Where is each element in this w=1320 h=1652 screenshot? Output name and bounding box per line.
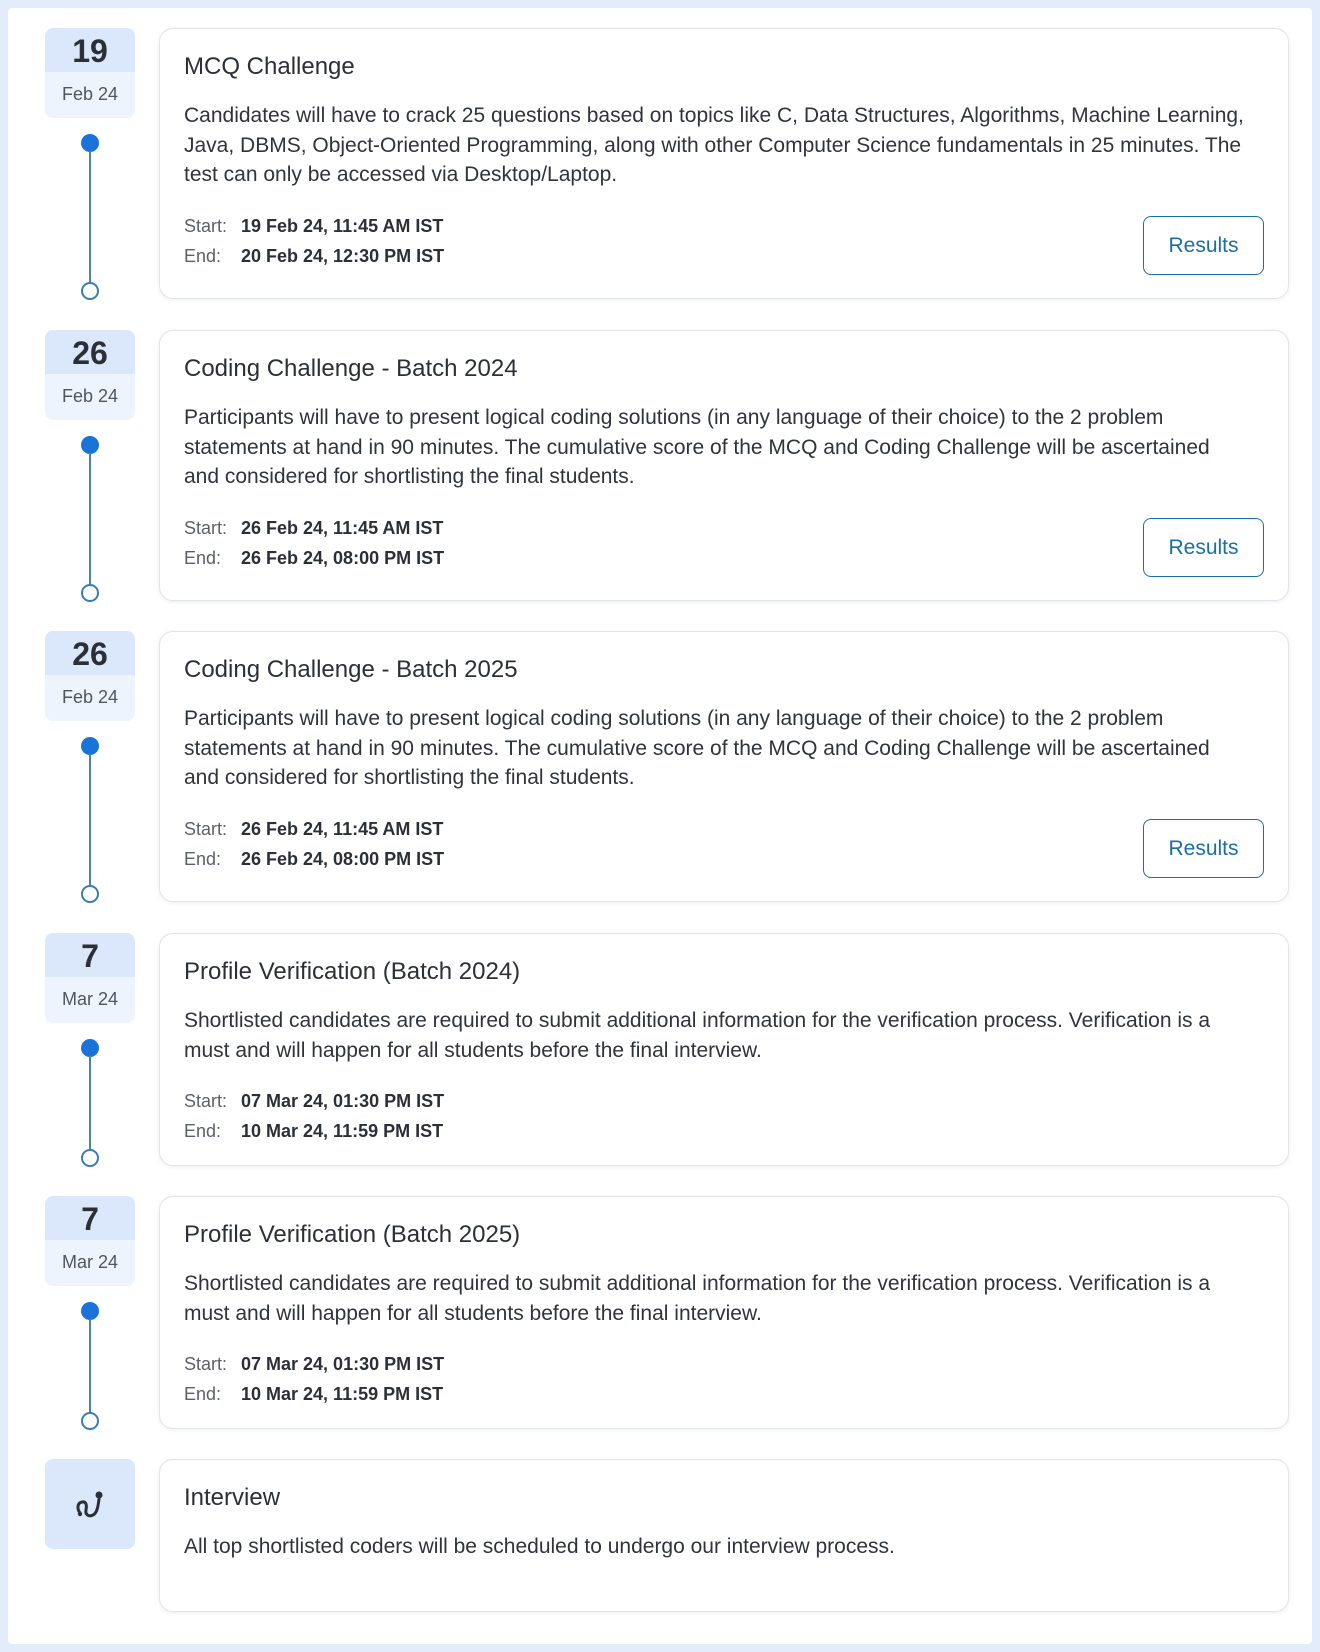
start-time: 26 Feb 24, 11:45 AM IST <box>241 518 444 538</box>
date-badge <box>45 631 135 721</box>
timeline-rail <box>81 737 99 905</box>
end-time: 26 Feb 24, 08:00 PM IST <box>241 548 445 568</box>
start-marker <box>81 1039 99 1057</box>
date-day: 7 <box>45 933 135 977</box>
end-time: 26 Feb 24, 08:00 PM IST <box>241 849 445 869</box>
end-marker <box>81 1412 99 1430</box>
rail-line <box>89 151 91 284</box>
date-badge <box>45 330 135 420</box>
event-card <box>159 1196 1289 1429</box>
results-button[interactable]: Results <box>1143 216 1264 275</box>
rail-line <box>89 1056 91 1151</box>
event-times <box>184 1349 444 1409</box>
event-title: Profile Verification (Batch 2024) <box>184 958 521 985</box>
start-marker <box>81 134 99 152</box>
event-description: All top shortlisted coders will be scheduled to undergo our interview process. <box>184 1535 895 1558</box>
start-time-row <box>184 513 444 543</box>
event-description: Participants will have to present logical coding solutions (in any language of their choice) to the 2 problem statements at hand in 90 minutes. The cumulative score of the MCQ and Coding Challenge will be ascertained and considered for shortlisting the final students. <box>184 707 1210 789</box>
event-title: Interview <box>184 1484 281 1511</box>
start-time-row <box>184 1349 444 1379</box>
rail-line <box>89 453 91 586</box>
end-time: 10 Mar 24, 11:59 PM IST <box>241 1121 444 1141</box>
date-day: 7 <box>45 1196 135 1240</box>
timeline-rail <box>81 436 99 604</box>
page-frame <box>8 8 1312 1644</box>
date-day: 19 <box>45 28 135 72</box>
event-times <box>184 814 444 874</box>
route-icon <box>73 1487 107 1521</box>
event-card <box>159 28 1289 299</box>
event-description: Shortlisted candidates are required to submit additional information for the verification process. Verification is a must and will happen for all students before the final interview. <box>184 1009 1211 1062</box>
rail-line <box>89 1319 91 1414</box>
date-badge <box>45 1196 135 1286</box>
event-times <box>184 211 444 271</box>
interview-badge <box>45 1459 135 1549</box>
event-description: Shortlisted candidates are required to submit additional information for the verification process. Verification is a must and will happen for all students before the final interview. <box>184 1272 1211 1325</box>
results-button[interactable]: Results <box>1143 819 1264 878</box>
event-times <box>184 513 444 573</box>
start-time: 07 Mar 24, 01:30 PM IST <box>241 1091 445 1111</box>
date-badge <box>45 933 135 1023</box>
end-time-row <box>184 844 444 874</box>
start-label: Start: <box>184 1091 228 1111</box>
end-time-row <box>184 1116 444 1146</box>
date-badge <box>45 28 135 118</box>
event-card <box>159 1459 1289 1612</box>
end-marker <box>81 1149 99 1167</box>
end-label: End: <box>184 246 222 266</box>
timeline-rail <box>81 1302 99 1432</box>
start-marker <box>81 737 99 755</box>
date-month: Feb 24 <box>61 84 119 104</box>
event-title: Coding Challenge - Batch 2025 <box>184 656 518 683</box>
event-title: Coding Challenge - Batch 2024 <box>184 355 518 382</box>
date-month: Mar 24 <box>61 989 119 1009</box>
end-label: End: <box>184 849 222 869</box>
timeline-rail <box>81 1039 99 1169</box>
event-times <box>184 1086 444 1146</box>
event-card <box>159 330 1289 601</box>
end-label: End: <box>184 548 222 568</box>
end-time: 10 Mar 24, 11:59 PM IST <box>241 1384 444 1404</box>
end-label: End: <box>184 1384 222 1404</box>
event-title: MCQ Challenge <box>184 53 355 80</box>
end-time-row <box>184 241 444 271</box>
start-time-row <box>184 211 444 241</box>
end-time: 20 Feb 24, 12:30 PM IST <box>241 246 445 266</box>
start-marker <box>81 436 99 454</box>
end-marker <box>81 885 99 903</box>
end-marker <box>81 584 99 602</box>
start-time: 07 Mar 24, 01:30 PM IST <box>241 1354 445 1374</box>
event-title: Profile Verification (Batch 2025) <box>184 1221 521 1248</box>
event-description: Candidates will have to crack 25 questions based on topics like C, Data Structures, Algorithms, Machine Learning, Java, DBMS, Object-Oriented Programming, along with other Computer Science fundamentals in 25 minutes. The test can only be accessed via Desktop/Laptop. <box>184 104 1244 186</box>
date-day: 26 <box>45 330 135 374</box>
date-month: Feb 24 <box>61 687 119 707</box>
start-label: Start: <box>184 518 228 538</box>
start-time: 26 Feb 24, 11:45 AM IST <box>241 819 444 839</box>
timeline-rail <box>81 134 99 302</box>
start-time-row <box>184 814 444 844</box>
start-time: 19 Feb 24, 11:45 AM IST <box>241 216 444 236</box>
start-label: Start: <box>184 216 228 236</box>
end-time-row <box>184 1379 444 1409</box>
date-day: 26 <box>45 631 135 675</box>
start-marker <box>81 1302 99 1320</box>
end-label: End: <box>184 1121 222 1141</box>
date-month: Feb 24 <box>61 386 119 406</box>
start-time-row <box>184 1086 444 1116</box>
rail-line <box>89 754 91 887</box>
event-card <box>159 631 1289 902</box>
event-card <box>159 933 1289 1166</box>
start-label: Start: <box>184 819 228 839</box>
event-description: Participants will have to present logical coding solutions (in any language of their choice) to the 2 problem statements at hand in 90 minutes. The cumulative score of the MCQ and Coding Challenge will be ascertained and considered for shortlisting the final students. <box>184 406 1210 488</box>
date-month: Mar 24 <box>61 1252 119 1272</box>
start-label: Start: <box>184 1354 228 1374</box>
end-marker <box>81 282 99 300</box>
results-button[interactable]: Results <box>1143 518 1264 577</box>
end-time-row <box>184 543 444 573</box>
